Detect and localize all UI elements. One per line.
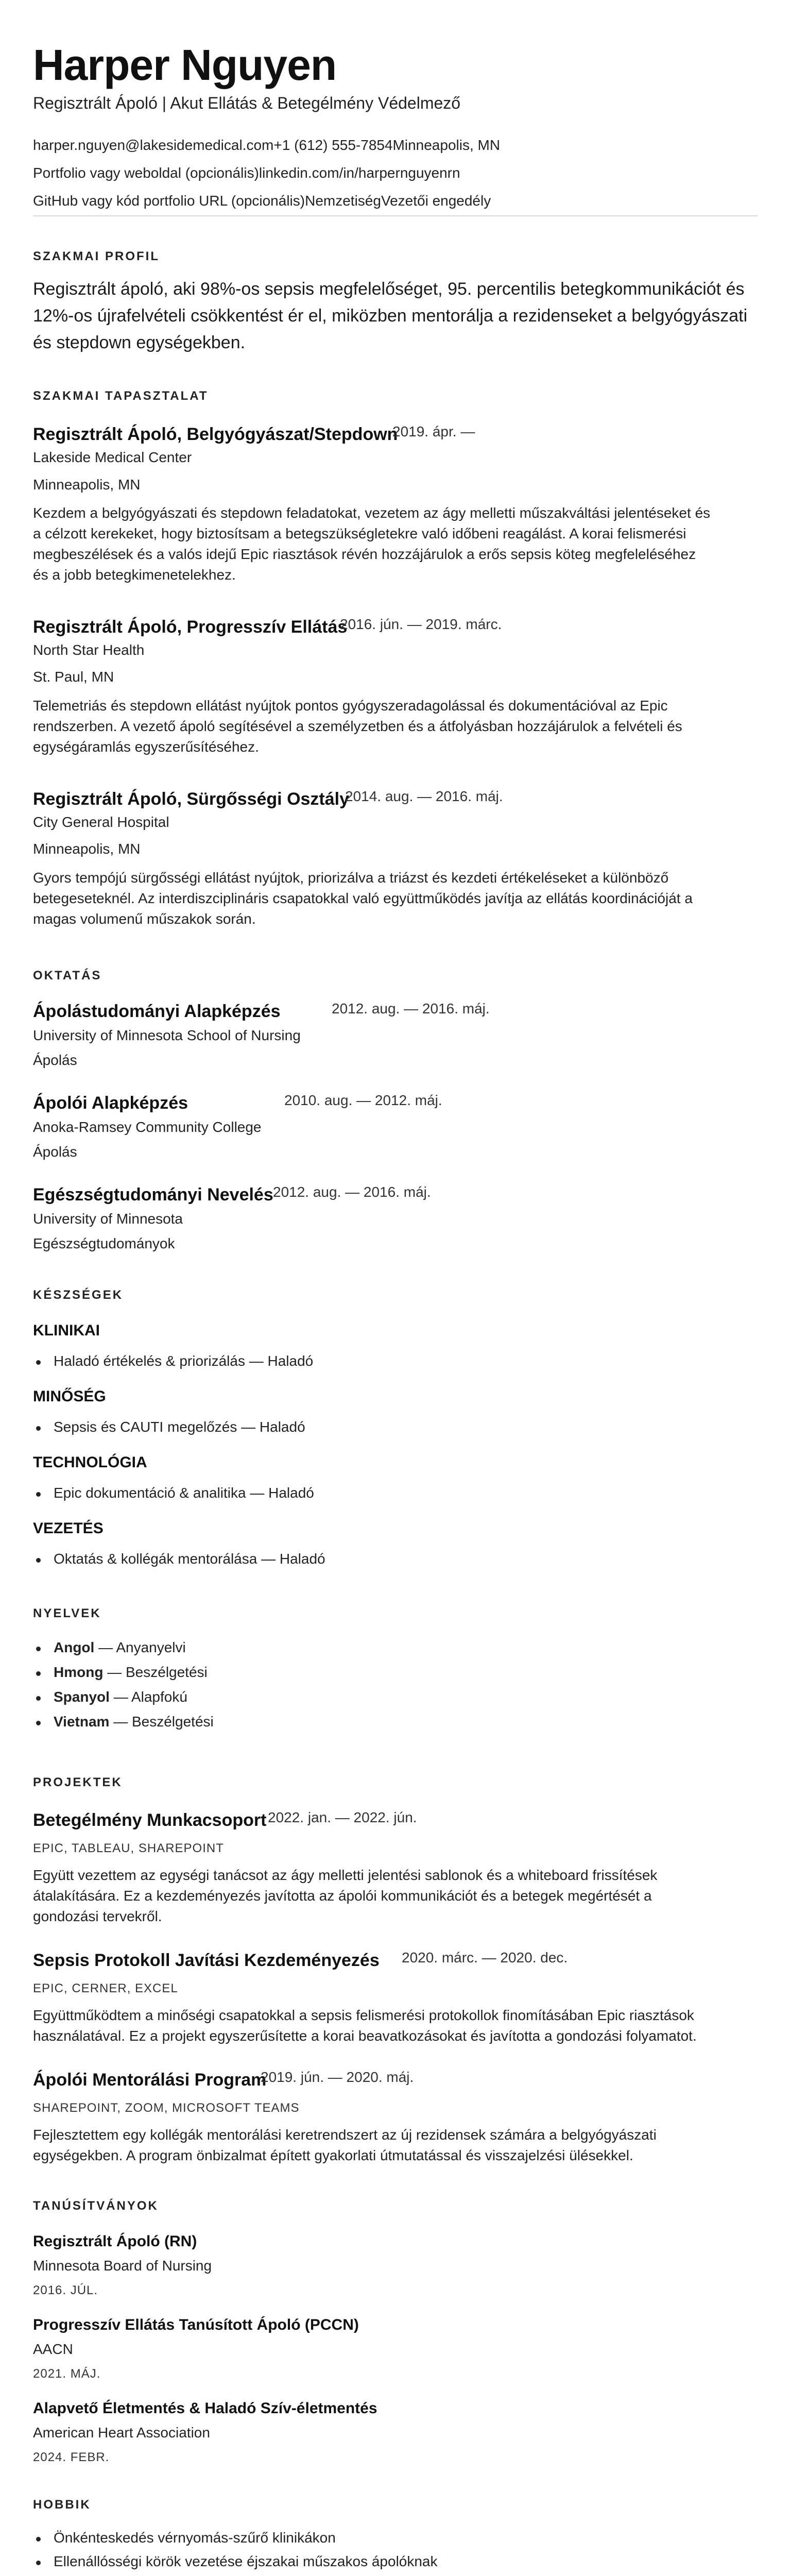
education-degree: Egészségtudományi Nevelés bbox=[33, 1185, 273, 1205]
education-field: Ápolás bbox=[33, 1052, 77, 1068]
skill-item: Sepsis és CAUTI megelőzés — Haladó bbox=[54, 1419, 305, 1435]
language-level: — Beszélgetési bbox=[103, 1664, 208, 1680]
job-description-line: Telemetriás és stepdown ellátást nyújtok pontos gyógyszeradagolással és dokumentációval az Epic bbox=[33, 698, 668, 714]
project-description-line: gondozási tervekről. bbox=[33, 1908, 162, 1924]
project-title: Ápolói Mentorálási Program bbox=[33, 2070, 267, 2090]
profile-summary-line: és stepdown egységekben. bbox=[33, 333, 246, 352]
education-school: University of Minnesota bbox=[33, 1211, 183, 1227]
language-item bbox=[54, 1639, 186, 1656]
section-heading-experience: SZAKMAI TAPASZTALAT bbox=[33, 389, 209, 403]
job-title: Regisztrált Ápoló, Belgyógyászat/Stepdown bbox=[33, 425, 398, 444]
certification-issuer: Minnesota Board of Nursing bbox=[33, 2258, 212, 2274]
job-description-line: és a jobb betegkimenetelekhez. bbox=[33, 567, 236, 583]
project-date: 2020. márc. — 2020. dec. bbox=[402, 1950, 568, 1965]
project-description-line: Együttműködtem a minőségi csapatokkal a sepsis felismerési protokollok finomításában Epic riasztások bbox=[33, 2007, 694, 2023]
skill-category: VEZETÉS bbox=[33, 1520, 104, 1537]
language-level: — Beszélgetési bbox=[109, 1714, 214, 1730]
candidate-name: Harper Nguyen bbox=[33, 41, 337, 89]
job-date: 2014. aug. — 2016. máj. bbox=[345, 788, 503, 804]
section-heading-languages: NYELVEK bbox=[33, 1606, 101, 1620]
contact-row-1 bbox=[33, 137, 500, 154]
certification-name: Progresszív Ellátás Tanúsított Ápoló (PCCN) bbox=[33, 2316, 359, 2333]
bullet-icon bbox=[36, 1360, 41, 1365]
bullet-icon bbox=[36, 2537, 41, 2541]
job-description-line: Gyors tempójú sürgősségi ellátást nyújtok, priorizálva a triázst és kezdeti értékeléseket a különböző bbox=[33, 870, 669, 886]
certification-date: 2016. JÚL. bbox=[33, 2283, 98, 2297]
skill-item: Oktatás & kollégák mentorálása — Haladó bbox=[54, 1551, 325, 1567]
certification-date: 2021. MÁJ. bbox=[33, 2367, 101, 2381]
project-description-line: Fejlesztettem egy kollégák mentorálási keretrendszert az új rezidensek számára a belgyógyászati bbox=[33, 2127, 657, 2143]
bullet-icon bbox=[36, 1647, 41, 1651]
education-date: 2012. aug. — 2016. máj. bbox=[332, 1001, 490, 1016]
language-name: Angol bbox=[54, 1639, 95, 1655]
hobby-item: Ellenállósségi körök vezetése éjszakai műszakos ápolóknak bbox=[54, 2553, 438, 2569]
project-date: 2022. jan. — 2022. jún. bbox=[268, 1809, 417, 1825]
language-item bbox=[54, 1714, 214, 1730]
job-description-line: Kezdem a belgyógyászati és stepdown feladatokat, vezetem az ágy melletti műszakváltási jelentéseket és bbox=[33, 505, 711, 521]
certification-issuer: American Heart Association bbox=[33, 2425, 210, 2441]
education-school: University of Minnesota School of Nursing bbox=[33, 1027, 301, 1043]
language-name: Vietnam bbox=[54, 1714, 110, 1730]
portfolio-link[interactable]: Portfolio vagy weboldal (opcionális) bbox=[33, 165, 259, 181]
project-tools: EPIC, CERNER, EXCEL bbox=[33, 1981, 178, 1995]
job-description-line: magas volumenű műszakok során. bbox=[33, 911, 256, 927]
education-field: Ápolás bbox=[33, 1144, 77, 1160]
education-school: Anoka-Ramsey Community College bbox=[33, 1119, 262, 1135]
hobby-item: Önkénteskedés vérnyomás-szűrő klinikákon bbox=[54, 2530, 336, 2546]
bullet-icon bbox=[36, 1721, 41, 1725]
section-heading-profile: SZAKMAI PROFIL bbox=[33, 249, 160, 263]
skill-category: MINŐSÉG bbox=[33, 1388, 106, 1405]
drivers-license: Vezetői engedély bbox=[381, 193, 491, 209]
profile-summary-line: Regisztrált ápoló, aki 98%-os sepsis megfelelőséget, 95. percentilis betegkommunikációt és bbox=[33, 279, 745, 299]
education-degree: Ápolói Alapképzés bbox=[33, 1093, 188, 1113]
job-employer: Lakeside Medical Center bbox=[33, 449, 192, 465]
github-link[interactable]: GitHub vagy kód portfolio URL (opcionális) bbox=[33, 193, 305, 209]
project-date: 2019. jún. — 2020. máj. bbox=[261, 2069, 414, 2085]
project-tools: EPIC, TABLEAU, SHAREPOINT bbox=[33, 1841, 224, 1855]
job-employer: North Star Health bbox=[33, 642, 145, 658]
language-name: Hmong bbox=[54, 1664, 104, 1680]
job-description-line: betegeseteknél. Az interdiszciplináris csapatokkal való együttműködés javítja az ellátás koordinációját a bbox=[33, 890, 693, 906]
job-location: St. Paul, MN bbox=[33, 669, 114, 685]
skill-category: TECHNOLÓGIA bbox=[33, 1454, 147, 1471]
project-description-line: Együtt vezettem az egységi tanácsot az ágy melletti jelentési sablonok és a whiteboard frissítések bbox=[33, 1867, 658, 1883]
job-description-line: megbeszélések és a valós idejű Epic riasztások révén hozzájárulok a erős sepsis köteg megfeleléséhez bbox=[33, 546, 696, 562]
job-description-line: a célzott kerekeket, hogy biztosítsam a betegszükségletekre való időbeni reagálást. A korai felismerési bbox=[33, 526, 686, 541]
education-field: Egészségtudományok bbox=[33, 1235, 175, 1251]
certification-date: 2024. FEBR. bbox=[33, 2450, 110, 2464]
bullet-icon bbox=[36, 1558, 41, 1563]
job-location: Minneapolis, MN bbox=[33, 477, 141, 493]
skill-item: Haladó értékelés & priorizálás — Haladó bbox=[54, 1353, 314, 1369]
job-description-line: rendszerben. A vezető ápoló segítésével a személyzetben és a átfolyásban hozzájárulok a felvételi és bbox=[33, 718, 682, 734]
project-description-line: átalakítására. Ez a kezdeményezés javította az ápolói kommunikációt és a betegek megértését a bbox=[33, 1888, 652, 1904]
profile-summary-line: 12%-os újrafelvételi csökkentést ér el, miközben mentorálja a rezidenseket a belgyógyászati bbox=[33, 306, 748, 326]
job-location: Minneapolis, MN bbox=[33, 841, 141, 857]
section-heading-projects: PROJEKTEK bbox=[33, 1775, 123, 1789]
job-date: 2019. ápr. — bbox=[392, 423, 475, 439]
job-date: 2016. jún. — 2019. márc. bbox=[340, 616, 502, 632]
section-heading-hobbies: HOBBIK bbox=[33, 2498, 91, 2512]
contact-row-3 bbox=[33, 193, 491, 209]
skill-item: Epic dokumentáció & analitika — Haladó bbox=[54, 1485, 314, 1501]
headline: Regisztrált Ápoló | Akut Ellátás & Betegélmény Védelmező bbox=[33, 94, 461, 112]
email-link[interactable]: harper.nguyen@lakesidemedical.com bbox=[33, 137, 274, 153]
project-title: Betegélmény Munkacsoport bbox=[33, 1810, 267, 1830]
education-date: 2010. aug. — 2012. máj. bbox=[284, 1092, 442, 1108]
project-description-line: egységekben. A program önbizalmat épített gyakorlati útmutatással és visszajelzési ülésekkel. bbox=[33, 2147, 633, 2163]
job-employer: City General Hospital bbox=[33, 814, 169, 830]
certification-name: Regisztrált Ápoló (RN) bbox=[33, 2233, 197, 2250]
linkedin-link[interactable]: linkedin.com/in/harpernguyenrn bbox=[259, 165, 460, 181]
nationality: Nemzetiség bbox=[305, 193, 381, 209]
certification-name: Alapvető Életmentés & Haladó Szív-életmentés bbox=[33, 2400, 377, 2417]
project-description-line: használatával. Ez a projekt egyszerűsítette a korai beavatkozásokat és javította a gondozási folyamatot. bbox=[33, 2028, 697, 2044]
contact-row-2 bbox=[33, 165, 460, 181]
bullet-icon bbox=[36, 1671, 41, 1676]
project-title: Sepsis Protokoll Javítási Kezdeményezés bbox=[33, 1951, 380, 1970]
bullet-icon bbox=[36, 1492, 41, 1497]
language-name: Spanyol bbox=[54, 1689, 110, 1705]
location: Minneapolis, MN bbox=[392, 137, 501, 153]
language-item bbox=[54, 1664, 208, 1681]
language-level: — Alapfokú bbox=[109, 1689, 187, 1705]
bullet-icon bbox=[36, 2561, 41, 2565]
education-date: 2012. aug. — 2016. máj. bbox=[273, 1184, 431, 1200]
phone: +1 (612) 555-7854 bbox=[273, 137, 393, 153]
section-heading-certifications: TANÚSÍTVÁNYOK bbox=[33, 2199, 159, 2213]
certification-issuer: AACN bbox=[33, 2341, 73, 2357]
bullet-icon bbox=[36, 1426, 41, 1431]
header-divider bbox=[33, 215, 758, 216]
education-degree: Ápolástudományi Alapképzés bbox=[33, 1002, 281, 1021]
project-tools: SHAREPOINT, ZOOM, MICROSOFT TEAMS bbox=[33, 2101, 300, 2115]
job-title: Regisztrált Ápoló, Sürgősségi Osztály bbox=[33, 789, 350, 809]
job-description-line: egységáramlás egyszerűsítéséhez. bbox=[33, 739, 259, 755]
bullet-icon bbox=[36, 1696, 41, 1701]
job-title: Regisztrált Ápoló, Progresszív Ellátás bbox=[33, 617, 348, 637]
section-heading-skills: KÉSZSÉGEK bbox=[33, 1288, 124, 1302]
language-level: — Anyanyelvi bbox=[94, 1639, 186, 1655]
language-item bbox=[54, 1689, 187, 1705]
skill-category: KLINIKAI bbox=[33, 1322, 100, 1339]
section-heading-education: OKTATÁS bbox=[33, 969, 102, 982]
